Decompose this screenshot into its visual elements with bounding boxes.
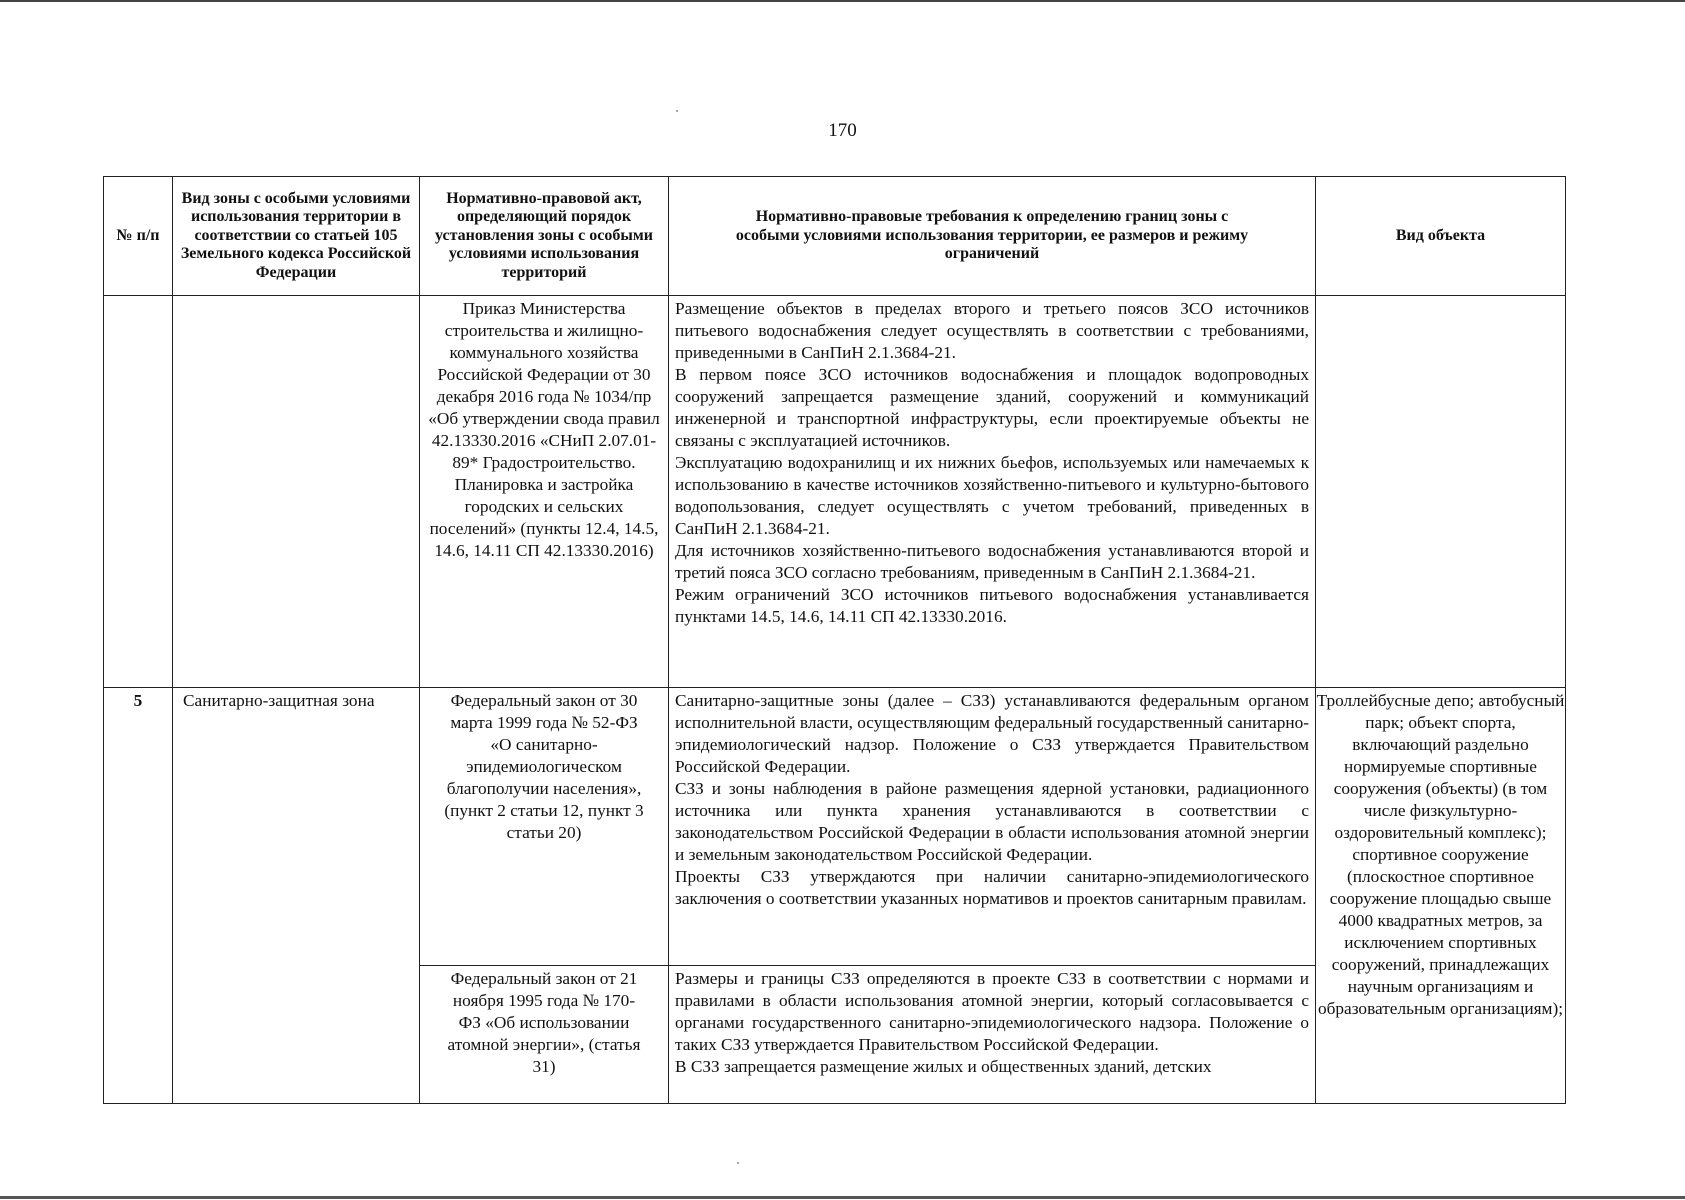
cell-num: 5	[104, 688, 173, 1104]
cell-zone-type: Санитарно-защитная зона	[173, 688, 420, 1104]
requirement-paragraph: Проекты СЗЗ утверждаются при наличии санитарно-эпидемиологического заключения о соответствии указанных нормативов и проектов санитарным правилам.	[675, 867, 1309, 908]
cell-num	[104, 296, 173, 688]
cell-act: Приказ Министерства строительства и жилищно-коммунального хозяйства Российской Федерации от 30 декабря 2016 года № 1034/пр «Об утверждении свода правил 42.13330.2016 «СНиП 2.07.01-89* Градостроительство. Планировка и застройка городских и сельских поселений» (пункты 12.4, 14.5, 14.6, 14.11 СП 42.13330.2016)	[420, 296, 669, 688]
header-requirements: Нормативно-правовые требования к определению границ зоны с особыми условиями использования территории, ее размеров и режиму ограничений	[669, 177, 1316, 296]
scan-speck	[737, 1162, 739, 1164]
header-object-type: Вид объекта	[1316, 177, 1566, 296]
requirement-paragraph: Размещение объектов в пределах второго и третьего поясов ЗСО источников питьевого водоснабжения следует осуществлять в соответствии с требованиями, приведенными в СанПиН 2.1.3684-21.	[675, 299, 1309, 362]
requirement-paragraph: В СЗЗ запрещается размещение жилых и общественных зданий, детских	[675, 1057, 1212, 1076]
cell-requirements	[669, 688, 1316, 966]
cell-requirements	[669, 296, 1316, 688]
requirement-paragraph: СЗЗ и зоны наблюдения в районе размещения ядерной установки, радиационного источника или пункта хранения устанавливаются в соответствии с законодательством Российской Федерации в области использования атомной энергии и земельным законодательством Российской Федерации.	[675, 779, 1309, 864]
cell-act: Федеральный закон от 21 ноября 1995 года № 170-ФЗ «Об использовании атомной энергии», (статья 31)	[420, 966, 669, 1104]
requirement-paragraph: Размеры и границы СЗЗ определяются в проекте СЗЗ в соответствии с нормами и правилами в области использования атомной энергии, который согласовывается с органами государственного санитарно-эпидемиологического надзора. Положение о таких СЗЗ утверждается Правительством Российской Федерации.	[675, 969, 1309, 1054]
requirement-paragraph: Для источников хозяйственно-питьевого водоснабжения устанавливаются второй и третий пояса ЗСО согласно требованиям, приведенным в СанПиН 2.1.3684-21.	[675, 541, 1309, 582]
requirement-paragraph: В первом поясе ЗСО источников водоснабжения и площадок водопроводных сооружений запрещается размещение зданий, сооружений и коммуникаций инженерной и транспортной инфраструктуры, если проектируемые объекты не связаны с эксплуатацией источников.	[675, 365, 1309, 450]
requirement-paragraph: Режим ограничений ЗСО источников питьевого водоснабжения устанавливается пунктами 14.5, 14.6, 14.11 СП 42.13330.2016.	[675, 585, 1309, 626]
scan-top-edge	[0, 0, 1685, 2]
header-zone-type: Вид зоны с особыми условиями использования территории в соответствии со статьей 105 Земельного кодекса Российской Федерации	[173, 177, 420, 296]
scan-speck	[676, 110, 678, 112]
requirement-paragraph: Санитарно-защитные зоны (далее – СЗЗ) устанавливаются федеральным органом исполнительной власти, осуществляющим федеральный государственный санитарно-эпидемиологический надзор. Положение о СЗЗ утверждается Правительством Российской Федерации.	[675, 691, 1309, 776]
cell-requirements	[669, 966, 1316, 1104]
table-row	[104, 688, 1566, 966]
header-num: № п/п	[104, 177, 173, 296]
table-row	[104, 296, 1566, 688]
page-number: 170	[828, 120, 857, 141]
header-act: Нормативно-правовой акт, определяющий порядок установления зоны с особыми условиями использования территорий	[420, 177, 669, 296]
table-header-row	[104, 177, 1566, 296]
scan-bottom-edge	[0, 1196, 1685, 1199]
cell-act: Федеральный закон от 30 марта 1999 года № 52-ФЗ «О санитарно-эпидемиологическом благополучии населения», (пункт 2 статьи 12, пункт 3 статьи 20)	[420, 688, 669, 966]
cell-object-type: Троллейбусные депо; автобусный парк; объект спорта, включающий раздельно нормируемые спортивные сооружения (объекты) (в том числе физкультурно-оздоровительный комплекс); спортивное сооружение (плоскостное спортивное сооружение площадью свыше 4000 квадратных метров, за исключением спортивных сооружений, принадлежащих научным организациям и образовательным организациям);	[1316, 688, 1566, 1104]
cell-zone-type	[173, 296, 420, 688]
cell-object-type	[1316, 296, 1566, 688]
regulation-table	[103, 176, 1566, 1104]
requirement-paragraph: Эксплуатацию водохранилищ и их нижних бьефов, используемых или намечаемых к использованию в качестве источников хозяйственно-питьевого и культурно-бытового водопользования, следует осуществлять с учетом требований, приведенных в СанПиН 2.1.3684-21.	[675, 453, 1309, 538]
